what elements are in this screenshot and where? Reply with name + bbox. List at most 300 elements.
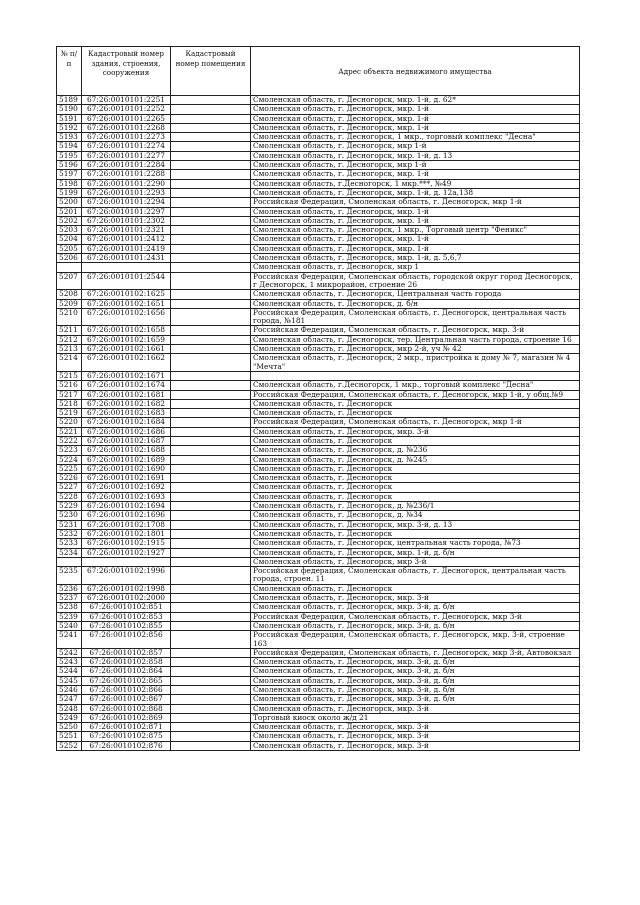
row-address: Смоленская область, г. Десногорск, мкр. 3-й, д. б/н (251, 667, 580, 676)
table-row (57, 548, 580, 557)
row-number: 5247 (57, 695, 82, 704)
table-row (57, 290, 580, 299)
row-number: 5193 (57, 133, 82, 142)
row-number: 5236 (57, 584, 82, 593)
cadastral-building-number: 67:26:0010102:869 (82, 713, 171, 722)
cadastral-building-number: 67:26:0010102:1674 (82, 381, 171, 390)
row-address: Смоленская область, г. Десногорск (251, 483, 580, 492)
row-address: Смоленская область, г. Десногорск (251, 409, 580, 418)
cadastral-building-number: 67:26:0010102:1689 (82, 455, 171, 464)
cadastral-premise-number (171, 216, 251, 225)
cadastral-building-number: 67:26:0010101:2265 (82, 114, 171, 123)
row-number: 5217 (57, 390, 82, 399)
row-number: 5210 (57, 308, 82, 326)
row-address: Российская Федерация, Смоленская область, г. Десногорск, мкр 3-й (251, 612, 580, 621)
row-address: Смоленская область, г. Десногорск, мкр. 1-й, д. 12а,138 (251, 188, 580, 197)
table-row (57, 326, 580, 335)
row-number: 5228 (57, 492, 82, 501)
table-row (57, 686, 580, 695)
row-address: Смоленская область, г. Десногорск, мкр. 1-й, д. б/н (251, 548, 580, 557)
row-address: Российская Федерация, Смоленская область, г. Десногорск, мкр. 3-й (251, 326, 580, 335)
cadastral-premise-number (171, 409, 251, 418)
row-address: Смоленская область, г. Десногорск, мкр. 1-й (251, 235, 580, 244)
row-address: Смоленская область, г. Десногорск, мкр. 1-й, д. 62* (251, 96, 580, 105)
table-row (57, 557, 580, 566)
cadastral-building-number: 67:26:0010102:1691 (82, 474, 171, 483)
cadastral-premise-number (171, 335, 251, 344)
row-number: 5223 (57, 446, 82, 455)
table-row (57, 390, 580, 399)
row-address: Смоленская область, г. Десногорск, мкр. 1-й (251, 105, 580, 114)
row-number: 5246 (57, 686, 82, 695)
row-number: 5227 (57, 483, 82, 492)
cadastral-premise-number (171, 594, 251, 603)
cadastral-building-number: 67:26:0010101:2274 (82, 142, 171, 151)
cadastral-building-number: 67:26:0010102:875 (82, 732, 171, 741)
row-address: Смоленская область, г. Десногорск, 1 мкр., торговый комплекс "Десна" (251, 133, 580, 142)
cadastral-premise-number (171, 151, 251, 160)
cadastral-building-number: 67:26:0010102:1681 (82, 390, 171, 399)
cadastral-premise-number (171, 188, 251, 197)
cadastral-building-number: 67:26:0010102:876 (82, 741, 171, 750)
cadastral-building-number: 67:26:0010102:865 (82, 676, 171, 685)
row-address: Смоленская область, г. Десногорск, мкр. 3-й (251, 723, 580, 732)
table-row (57, 520, 580, 529)
cadastral-premise-number (171, 723, 251, 732)
cadastral-building-number: 67:26:0010102:1687 (82, 436, 171, 445)
row-address: Смоленская область, г. Десногорск, мкр. 3-й, д. 13 (251, 520, 580, 529)
row-number: 5234 (57, 548, 82, 557)
cadastral-premise-number (171, 235, 251, 244)
cadastral-building-number: 67:26:0010102:1915 (82, 539, 171, 548)
cadastral-building-number: 67:26:0010102:1693 (82, 492, 171, 501)
cadastral-building-number: 67:26:0010102:857 (82, 648, 171, 657)
table-row (57, 502, 580, 511)
table-row (57, 464, 580, 473)
row-number: 5241 (57, 631, 82, 649)
row-address: Смоленская область, г. Десногорск, мкр 1-й (251, 142, 580, 151)
row-address: Смоленская область, г. Десногорск, мкр 1 (251, 263, 580, 272)
cadastral-building-number: 67:26:0010102:1708 (82, 520, 171, 529)
table-row (57, 741, 580, 750)
row-address: Смоленская область, г. Десногорск, 2 мкр., пристройка к дому № 7, магазин № 4 "Мечта" (251, 354, 580, 372)
cadastral-building-number: 67:26:0010102:1656 (82, 308, 171, 326)
row-address: Смоленская область, г. Десногорск, мкр. 3-й, д. б/н (251, 658, 580, 667)
cadastral-premise-number (171, 254, 251, 263)
row-address: Смоленская область, г. Десногорск, центральная часть города, №73 (251, 539, 580, 548)
cadastral-premise-number (171, 436, 251, 445)
cadastral-premise-number (171, 142, 251, 151)
cadastral-premise-number (171, 520, 251, 529)
cadastral-building-number: 67:26:0010102:1671 (82, 371, 171, 380)
table-row (57, 455, 580, 464)
cadastral-building-number: 67:26:0010102:1998 (82, 584, 171, 593)
table-row (57, 142, 580, 151)
row-address: Смоленская область, г. Десногорск, д. №236/1 (251, 502, 580, 511)
row-address: Смоленская область, г. Десногорск (251, 492, 580, 501)
row-number: 5208 (57, 290, 82, 299)
cadastral-building-number: 67:26:0010102:1686 (82, 427, 171, 436)
cadastral-building-number: 67:26:0010102:858 (82, 658, 171, 667)
cadastral-premise-number (171, 308, 251, 326)
cadastral-premise-number (171, 161, 251, 170)
cadastral-building-number: 67:26:0010102:868 (82, 704, 171, 713)
row-number (57, 263, 82, 272)
table-row (57, 732, 580, 741)
cadastral-premise-number (171, 105, 251, 114)
table-row (57, 529, 580, 538)
cadastral-building-number: 67:26:0010101:2252 (82, 105, 171, 114)
row-number: 5207 (57, 272, 82, 290)
cadastral-building-number: 67:26:0010102:1683 (82, 409, 171, 418)
cadastral-building-number: 67:26:0010102:867 (82, 695, 171, 704)
cadastral-premise-number (171, 390, 251, 399)
table-row (57, 308, 580, 326)
row-address: Смоленская область, г. Десногорск, мкр 2-й, уч № 42 (251, 345, 580, 354)
row-address: Смоленская область, г. Десногорск (251, 584, 580, 593)
cadastral-premise-number (171, 502, 251, 511)
table-row (57, 235, 580, 244)
table-row (57, 631, 580, 649)
table-row (57, 594, 580, 603)
row-address: Российская Федерация, Смоленская область, г. Десногорск, центральная часть города, №181 (251, 308, 580, 326)
table-row (57, 151, 580, 160)
cadastral-building-number: 67:26:0010102:864 (82, 667, 171, 676)
cadastral-premise-number (171, 123, 251, 132)
cadastral-premise-number (171, 658, 251, 667)
cadastral-premise-number (171, 455, 251, 464)
property-register-table (56, 46, 580, 751)
row-address: Смоленская область, г. Десногорск, Центральная часть города (251, 290, 580, 299)
row-address: Смоленская область, г. Десногорск, 1 мкр., Торговый центр "Феникс" (251, 226, 580, 235)
cadastral-building-number: 67:26:0010102:1651 (82, 299, 171, 308)
header-num: № п/п (57, 47, 82, 96)
row-number: 5205 (57, 244, 82, 253)
row-number: 5197 (57, 170, 82, 179)
row-number: 5229 (57, 502, 82, 511)
table-row (57, 161, 580, 170)
table-row (57, 207, 580, 216)
cadastral-premise-number (171, 631, 251, 649)
table-row (57, 612, 580, 621)
table-row (57, 584, 580, 593)
table-header-row (57, 47, 580, 96)
row-number: 5243 (57, 658, 82, 667)
cadastral-premise-number (171, 539, 251, 548)
table-row (57, 427, 580, 436)
table-row (57, 105, 580, 114)
cadastral-building-number: 67:26:0010102:1927 (82, 548, 171, 557)
table-row (57, 272, 580, 290)
cadastral-premise-number (171, 133, 251, 142)
table-row (57, 511, 580, 520)
row-number: 5211 (57, 326, 82, 335)
table-row (57, 418, 580, 427)
row-address: Российская Федерация, Смоленская область, г. Десногорск, мкр 3-й, Автовокзал (251, 648, 580, 657)
cadastral-premise-number (171, 741, 251, 750)
cadastral-building-number: 67:26:0010101:2277 (82, 151, 171, 160)
row-number: 5230 (57, 511, 82, 520)
cadastral-building-number: 67:26:0010102:1684 (82, 418, 171, 427)
row-number (57, 557, 82, 566)
row-number: 5209 (57, 299, 82, 308)
table-row (57, 446, 580, 455)
row-address: Смоленская область, г. Десногорск (251, 464, 580, 473)
cadastral-building-number: 67:26:0010101:2321 (82, 226, 171, 235)
cadastral-building-number: 67:26:0010101:2412 (82, 235, 171, 244)
row-address: Российская Федерация, Смоленская область, г. Десногорск, мкр 1-й (251, 198, 580, 207)
cadastral-premise-number (171, 567, 251, 585)
row-address: Смоленская область, г. Десногорск, мкр. 1-й (251, 123, 580, 132)
row-number: 5202 (57, 216, 82, 225)
row-address: Смоленская область, г. Десногорск, мкр. 1-й (251, 114, 580, 123)
row-number: 5248 (57, 704, 82, 713)
row-number: 5190 (57, 105, 82, 114)
cadastral-building-number: 67:26:0010102:1692 (82, 483, 171, 492)
row-number: 5189 (57, 96, 82, 105)
cadastral-premise-number (171, 704, 251, 713)
row-number: 5191 (57, 114, 82, 123)
table-row (57, 704, 580, 713)
cadastral-building-number (82, 557, 171, 566)
cadastral-premise-number (171, 96, 251, 105)
row-number: 5220 (57, 418, 82, 427)
row-number: 5201 (57, 207, 82, 216)
cadastral-building-number: 67:26:0010102:1688 (82, 446, 171, 455)
cadastral-premise-number (171, 732, 251, 741)
cadastral-building-number: 67:26:0010101:2293 (82, 188, 171, 197)
cadastral-premise-number (171, 399, 251, 408)
row-number: 5213 (57, 345, 82, 354)
cadastral-premise-number (171, 713, 251, 722)
row-number: 5215 (57, 371, 82, 380)
cadastral-premise-number (171, 474, 251, 483)
row-address: Смоленская область, г. Десногорск, мкр. 3-й, д. б/н (251, 603, 580, 612)
cadastral-premise-number (171, 345, 251, 354)
table-row (57, 226, 580, 235)
row-address: Торговый киоск около ж/д 21 (251, 713, 580, 722)
cadastral-premise-number (171, 198, 251, 207)
row-number: 5224 (57, 455, 82, 464)
table-row (57, 179, 580, 188)
cadastral-building-number: 67:26:0010101:2302 (82, 216, 171, 225)
table-row (57, 667, 580, 676)
row-address: Смоленская область, г.Десногорск, 1 мкр., торговый комплекс "Десна" (251, 381, 580, 390)
row-number: 5192 (57, 123, 82, 132)
row-number: 5200 (57, 198, 82, 207)
cadastral-building-number: 67:26:0010102:1682 (82, 399, 171, 408)
table-row (57, 409, 580, 418)
row-address: Смоленская область, г. Десногорск, мкр. 3-й (251, 732, 580, 741)
row-number: 5232 (57, 529, 82, 538)
table-row (57, 723, 580, 732)
cadastral-building-number: 67:26:0010102:856 (82, 631, 171, 649)
cadastral-premise-number (171, 290, 251, 299)
cadastral-premise-number (171, 686, 251, 695)
row-number: 5251 (57, 732, 82, 741)
row-number: 5225 (57, 464, 82, 473)
cadastral-building-number: 67:26:0010101:2290 (82, 179, 171, 188)
cadastral-building-number: 67:26:0010101:2273 (82, 133, 171, 142)
table-row (57, 713, 580, 722)
cadastral-premise-number (171, 263, 251, 272)
cadastral-building-number: 67:26:0010102:851 (82, 603, 171, 612)
table-row (57, 381, 580, 390)
row-address: Смоленская область, г. Десногорск, мкр. 1-й, д. 13 (251, 151, 580, 160)
cadastral-premise-number (171, 170, 251, 179)
row-address: Смоленская область, г. Десногорск (251, 436, 580, 445)
row-address: Смоленская область, г. Десногорск (251, 529, 580, 538)
cadastral-premise-number (171, 529, 251, 538)
row-address (251, 371, 580, 380)
table-row (57, 96, 580, 105)
row-address: Смоленская область, г. Десногорск, д. б/н (251, 299, 580, 308)
row-number: 5252 (57, 741, 82, 750)
table-row (57, 399, 580, 408)
cadastral-premise-number (171, 446, 251, 455)
row-number: 5237 (57, 594, 82, 603)
table-row (57, 335, 580, 344)
row-number: 5250 (57, 723, 82, 732)
table-row (57, 474, 580, 483)
cadastral-premise-number (171, 114, 251, 123)
row-number: 5221 (57, 427, 82, 436)
row-number: 5222 (57, 436, 82, 445)
cadastral-building-number: 67:26:0010101:2431 (82, 254, 171, 263)
row-number: 5212 (57, 335, 82, 344)
row-address: Смоленская область, г.Десногорск, 1 мкр.***, №49 (251, 179, 580, 188)
cadastral-building-number: 67:26:0010101:2419 (82, 244, 171, 253)
table-row (57, 198, 580, 207)
table-row (57, 603, 580, 612)
row-address: Смоленская область, г. Десногорск, мкр. 1-й (251, 216, 580, 225)
row-number: 5203 (57, 226, 82, 235)
row-address: Смоленская область, г. Десногорск, д. №236 (251, 446, 580, 455)
row-number: 5245 (57, 676, 82, 685)
table-row (57, 567, 580, 585)
row-number: 5239 (57, 612, 82, 621)
cadastral-building-number: 67:26:0010102:1625 (82, 290, 171, 299)
table-row (57, 263, 580, 272)
table-row (57, 676, 580, 685)
row-address: Смоленская область, г. Десногорск, мкр. 3-й (251, 741, 580, 750)
cadastral-premise-number (171, 354, 251, 372)
table-row (57, 371, 580, 380)
row-number: 5231 (57, 520, 82, 529)
row-address: Смоленская область, г. Десногорск, мкр 3-й (251, 557, 580, 566)
row-address: Смоленская область, г. Десногорск, мкр. 1-й (251, 170, 580, 179)
cadastral-building-number (82, 263, 171, 272)
cadastral-premise-number (171, 621, 251, 630)
row-number: 5249 (57, 713, 82, 722)
row-number: 5198 (57, 179, 82, 188)
table-row (57, 254, 580, 263)
cadastral-building-number: 67:26:0010101:2544 (82, 272, 171, 290)
row-address: Смоленская область, г. Десногорск, мкр. 3-й (251, 704, 580, 713)
cadastral-building-number: 67:26:0010101:2288 (82, 170, 171, 179)
cadastral-building-number: 67:26:0010102:871 (82, 723, 171, 732)
row-address: Смоленская область, г. Десногорск, мкр. 3-й, д. б/н (251, 676, 580, 685)
row-number: 5240 (57, 621, 82, 630)
row-number: 5214 (57, 354, 82, 372)
cadastral-premise-number (171, 272, 251, 290)
cadastral-building-number: 67:26:0010101:2251 (82, 96, 171, 105)
cadastral-building-number: 67:26:0010102:1661 (82, 345, 171, 354)
table-row (57, 188, 580, 197)
row-address: Российская Федерация, Смоленская область, г. Десногорск, мкр. 3-й, строение 163 (251, 631, 580, 649)
row-number: 5233 (57, 539, 82, 548)
cadastral-building-number: 67:26:0010101:2294 (82, 198, 171, 207)
cadastral-premise-number (171, 676, 251, 685)
row-address: Смоленская область, г. Десногорск, мкр. 3-й, д. б/н (251, 695, 580, 704)
row-number: 5244 (57, 667, 82, 676)
row-number: 5235 (57, 567, 82, 585)
row-number: 5195 (57, 151, 82, 160)
row-number: 5216 (57, 381, 82, 390)
cadastral-premise-number (171, 548, 251, 557)
table-row (57, 539, 580, 548)
cadastral-premise-number (171, 511, 251, 520)
cadastral-premise-number (171, 381, 251, 390)
row-address: Смоленская область, г. Десногорск, тер. Центральная часть города, строение 16 (251, 335, 580, 344)
row-number: 5226 (57, 474, 82, 483)
row-number: 5194 (57, 142, 82, 151)
row-address: Смоленская область, г. Десногорск, мкр. 1-й (251, 244, 580, 253)
cadastral-building-number: 67:26:0010102:1662 (82, 354, 171, 372)
cadastral-building-number: 67:26:0010102:855 (82, 621, 171, 630)
cadastral-premise-number (171, 371, 251, 380)
table-row (57, 354, 580, 372)
table-row (57, 436, 580, 445)
cadastral-premise-number (171, 492, 251, 501)
table-row (57, 123, 580, 132)
header-cadastral-premise: Кадастровый номер помещения (171, 47, 251, 96)
row-address: Российская Федерация, Смоленская область, г. Десногорск, мкр 1-й, у общ.№9 (251, 390, 580, 399)
cadastral-building-number: 67:26:0010102:1801 (82, 529, 171, 538)
table-row (57, 483, 580, 492)
cadastral-building-number: 67:26:0010102:853 (82, 612, 171, 621)
row-number: 5218 (57, 399, 82, 408)
table-row (57, 170, 580, 179)
cadastral-premise-number (171, 326, 251, 335)
cadastral-premise-number (171, 612, 251, 621)
cadastral-building-number: 67:26:0010102:1659 (82, 335, 171, 344)
table-row (57, 114, 580, 123)
cadastral-building-number: 67:26:0010102:1690 (82, 464, 171, 473)
row-address: Смоленская область, г. Десногорск, мкр. 3-й (251, 594, 580, 603)
cadastral-premise-number (171, 483, 251, 492)
row-address: Смоленская область, г. Десногорск, мкр. 1-й (251, 207, 580, 216)
cadastral-premise-number (171, 179, 251, 188)
row-address: Смоленская область, г. Десногорск, мкр. 3-й, д. б/н (251, 686, 580, 695)
table-row (57, 216, 580, 225)
row-address: Смоленская область, г. Десногорск, мкр 1-й (251, 161, 580, 170)
row-address: Смоленская область, г. Десногорск, д. №245 (251, 455, 580, 464)
cadastral-building-number: 67:26:0010101:2268 (82, 123, 171, 132)
cadastral-building-number: 67:26:0010102:1694 (82, 502, 171, 511)
row-address: Российская Федерация, Смоленская область, городской округ город Десногорск, г Десногорск, 1 микрорайон, строение 26 (251, 272, 580, 290)
row-address: Смоленская область, г. Десногорск (251, 474, 580, 483)
cadastral-premise-number (171, 299, 251, 308)
row-number: 5199 (57, 188, 82, 197)
cadastral-premise-number (171, 667, 251, 676)
row-number: 5219 (57, 409, 82, 418)
cadastral-premise-number (171, 603, 251, 612)
row-number: 5238 (57, 603, 82, 612)
row-address: Смоленская область, г. Десногорск, д. №34 (251, 511, 580, 520)
cadastral-building-number: 67:26:0010102:2000 (82, 594, 171, 603)
row-address: Смоленская область, г. Десногорск, мкр. 3-й (251, 427, 580, 436)
